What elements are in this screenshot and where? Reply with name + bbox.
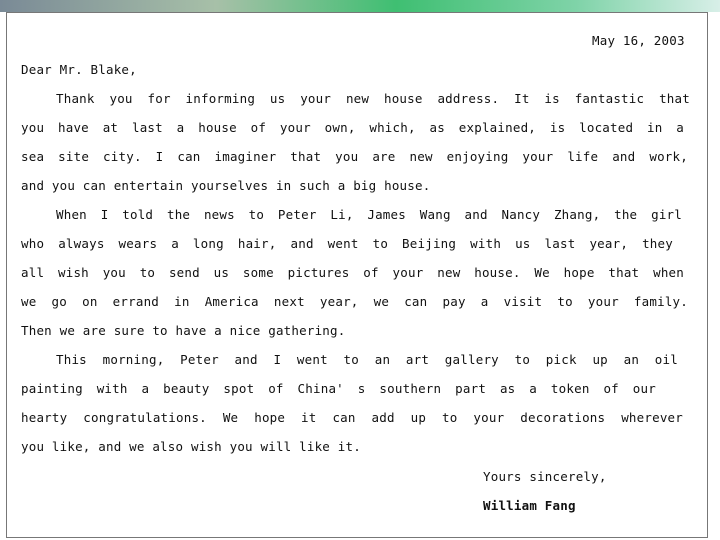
letter-salutation: Dear Mr. Blake, [21, 62, 137, 77]
paragraph3-line3: hearty congratulations. We hope it can add up to your decorations wherever [21, 410, 683, 425]
paragraph1-line2: you have at last a house of your own, which, as explained, is located in a [21, 120, 684, 135]
letter-signature: William Fang [483, 498, 576, 513]
paragraph2-line3: all wish you to send us some pictures of your new house. We hope that when [21, 265, 684, 280]
paragraph3-line2: painting with a beauty spot of China' s southern part as a token of our [21, 381, 656, 396]
paragraph1-line3: sea site city. I can imaginer that you are new enjoying your life and work, [21, 149, 688, 164]
paragraph2-line2: who always wears a long hair, and went to Beijing with us last year, they [21, 236, 673, 251]
paragraph2-line4: we go on errand in America next year, we can pay a visit to your family. [21, 294, 688, 309]
letter-date: May 16, 2003 [592, 33, 685, 48]
paragraph3-line1: This morning, Peter and I went to an art gallery to pick up an oil [56, 352, 678, 367]
paragraph2-line1: When I told the news to Peter Li, James Wang and Nancy Zhang, the girl [56, 207, 682, 222]
top-gradient-bar [0, 0, 720, 12]
paragraph2-line5: Then we are sure to have a nice gathering. [21, 323, 346, 338]
letter-closing: Yours sincerely, [483, 469, 607, 484]
paragraph1-line1: Thank you for informing us your new house address. It is fantastic that [56, 91, 690, 106]
paragraph3-line4: you like, and we also wish you will like it. [21, 439, 361, 454]
paragraph1-line4: and you can entertain yourselves in such a big house. [21, 178, 431, 193]
